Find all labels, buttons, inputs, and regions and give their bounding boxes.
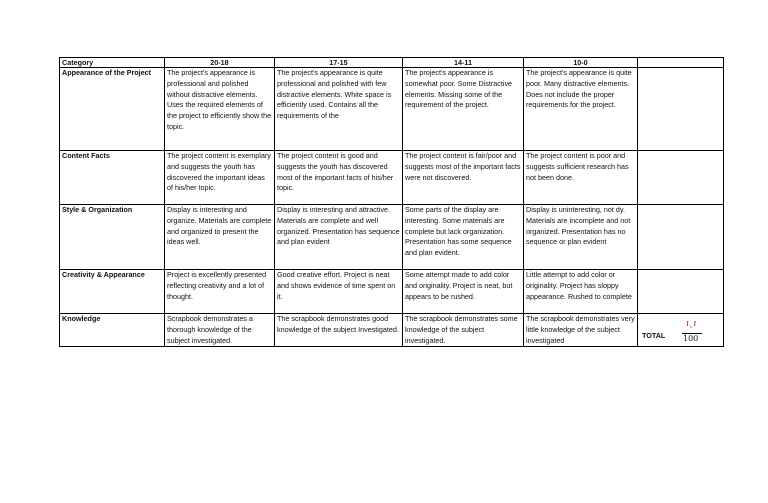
row-cell: The scrapbook demonstrates very little knowledge of the subject investigated bbox=[524, 314, 638, 347]
total-label: TOTAL bbox=[642, 331, 666, 340]
rubric-table bbox=[59, 57, 724, 347]
handwritten-score: ı˛ı bbox=[686, 319, 697, 329]
score-cell bbox=[638, 205, 724, 270]
row-cell: The project's appearance is quite professional and polished with few distractive elements. White space is efficiently used. Contains all the requirements of the bbox=[275, 68, 403, 151]
row-cell: The project content is fair/poor and suggests most of the important facts were not discovered. bbox=[403, 151, 524, 205]
row-cell: Some attempt made to add color and originality. Project is neat, but appears to be rushed. bbox=[403, 270, 524, 314]
score-cell bbox=[638, 151, 724, 205]
row-category: Content Facts bbox=[60, 151, 165, 205]
table-row bbox=[60, 151, 724, 205]
score-cell bbox=[638, 270, 724, 314]
header-blank bbox=[638, 58, 724, 68]
row-cell: Project is excellently presented reflecting creativity and a lot of thought. bbox=[165, 270, 275, 314]
score-denominator: 100 bbox=[683, 334, 699, 343]
row-category: Creativity & Appearance bbox=[60, 270, 165, 314]
row-category: Style & Organization bbox=[60, 205, 165, 270]
header-category: Category bbox=[60, 58, 165, 68]
row-cell: The project's appearance is quite poor. Many distractive elements. Does not include the proper requirements for the project. bbox=[524, 68, 638, 151]
header-score-20-18: 20-18 bbox=[165, 58, 275, 68]
row-cell: Display is uninteresting, not dy. Materials are incomplete and not organized. Presentation has no sequence or plan evident bbox=[524, 205, 638, 270]
header-score-14-11: 14-11 bbox=[403, 58, 524, 68]
table-row bbox=[60, 314, 724, 347]
table-row bbox=[60, 205, 724, 270]
row-cell: The scrapbook demonstrates some knowledge of the subject investigated. bbox=[403, 314, 524, 347]
row-category: Knowledge bbox=[60, 314, 165, 347]
total-cell bbox=[638, 314, 724, 347]
row-cell: The project content is exemplary and suggests the youth has discovered the important ideas of his/her topic. bbox=[165, 151, 275, 205]
row-cell: The scrapbook demonstrates good knowledge of the subject Investigated. bbox=[275, 314, 403, 347]
row-cell: Good creative effort. Project is neat and shows evidence of time spent on it. bbox=[275, 270, 403, 314]
score-cell bbox=[638, 68, 724, 151]
row-cell: The project content is good and suggests the youth has discovered most of the important facts of his/her topic. bbox=[275, 151, 403, 205]
total-score bbox=[682, 317, 704, 343]
row-cell: Some parts of the display are interesting. Some materials are complete but lack organization. Presentation has some sequence and plan evident. bbox=[403, 205, 524, 270]
row-cell: The project's appearance is somewhat poor. Some Distractive elements. Missing some of the requirement of the project. bbox=[403, 68, 524, 151]
header-score-10-0: 10-0 bbox=[524, 58, 638, 68]
table-row bbox=[60, 270, 724, 314]
header-row bbox=[60, 58, 724, 68]
row-cell: Scrapbook demonstrates a thorough knowledge of the subject investigated. bbox=[165, 314, 275, 347]
row-cell: Display is interesting and attractive. Materials are complete and well organized. Presentation has sequence and plan evident bbox=[275, 205, 403, 270]
row-category: Appearance of the Project bbox=[60, 68, 165, 151]
row-cell: The project's appearance is professional and polished without distractive elements. Uses the required elements of the project to efficiently show the topic. bbox=[165, 68, 275, 151]
table-row bbox=[60, 68, 724, 151]
row-cell: The project content is poor and suggests sufficient research has not been done. bbox=[524, 151, 638, 205]
row-cell: Little attempt to add color or originality. Project has sloppy appearance. Rushed to complete bbox=[524, 270, 638, 314]
row-cell: Display is interesting and organize. Materials are complete and organized to present the ideas well. bbox=[165, 205, 275, 270]
header-score-17-15: 17-15 bbox=[275, 58, 403, 68]
